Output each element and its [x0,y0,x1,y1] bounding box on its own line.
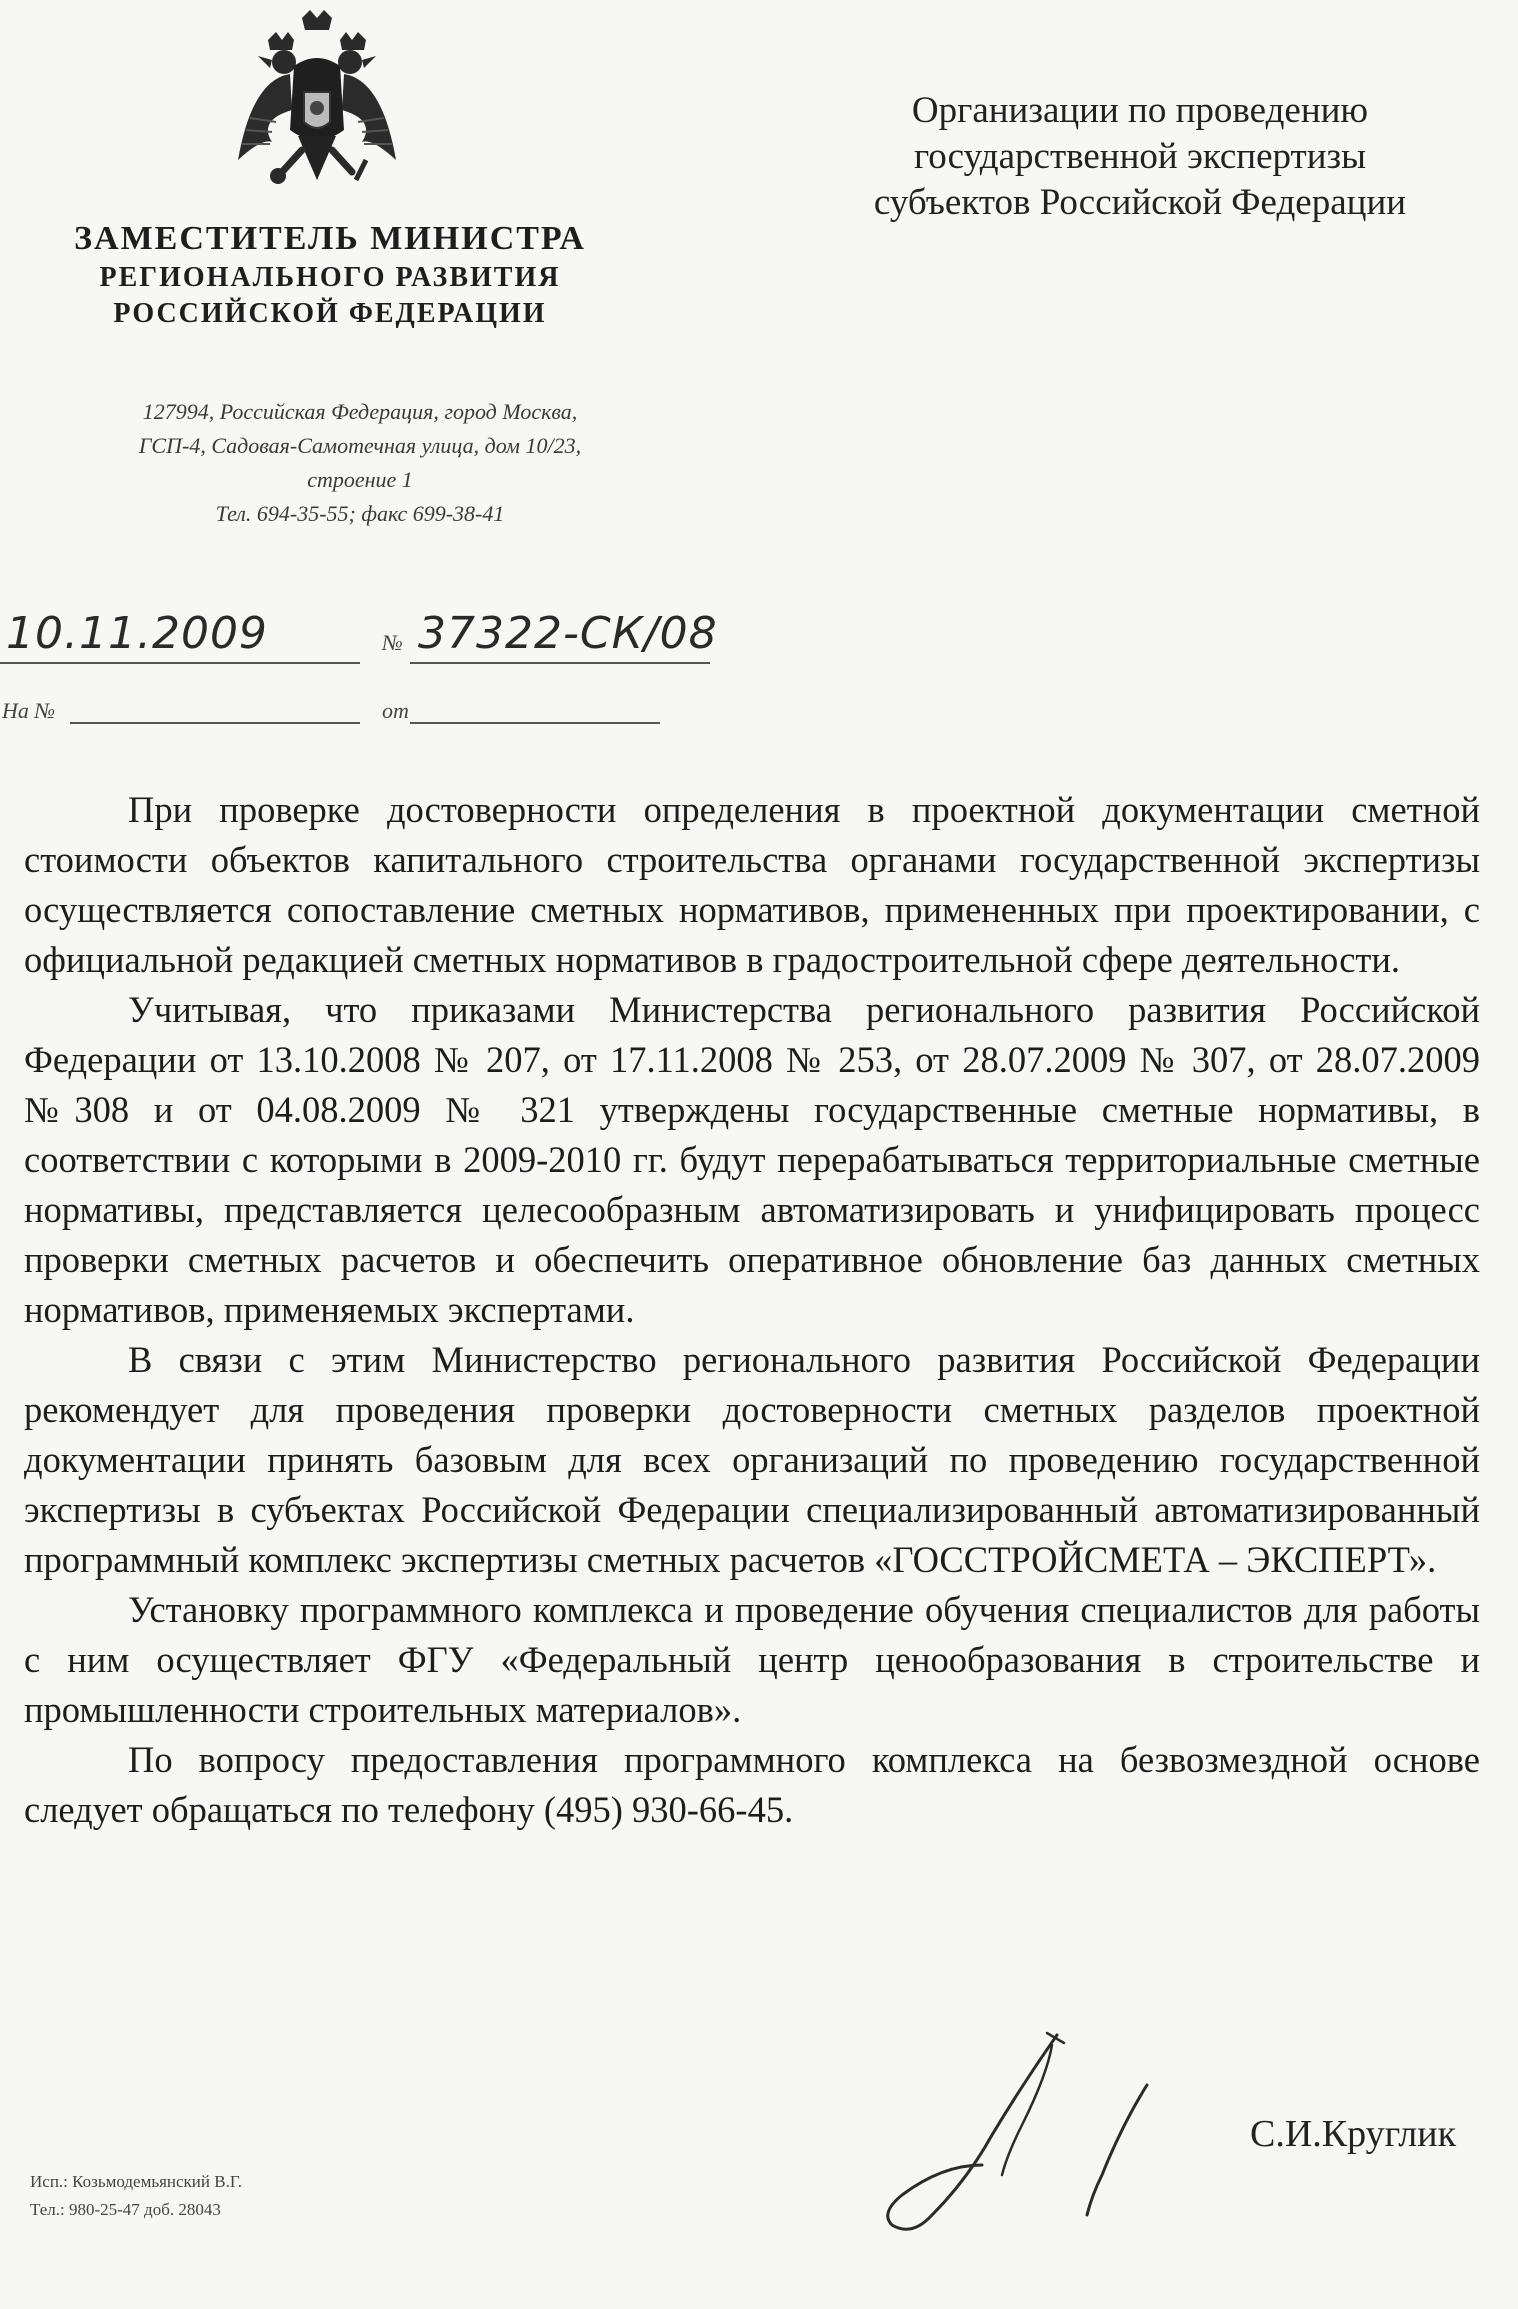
number-underline [410,662,710,664]
sender-title-line: РОССИЙСКОЙ ФЕДЕРАЦИИ [113,298,547,329]
sender-title-line: ЗАМЕСТИТЕЛЬ МИНИСТРА [74,220,586,257]
body-paragraph: При проверке достоверности определения в проектной документации сметной стоимости объектов капитального строительства органами государственной экспертизы осуществляется сопоставление сметных нормативов, примененных при проектировании, с официальной редакцией сметных нормативов в градостроительной сфере деятельности. [24,789,1480,980]
sender-title-line: РЕГИОНАЛЬНОГО РАЗВИТИЯ [99,262,561,293]
date-underline [0,662,360,664]
reference-from-label: от [382,698,409,723]
body-paragraph: По вопросу предоставления программного комплекса на безвозмездной основе следует обращаться по телефону (495) 930-66-45. [24,1739,1480,1830]
recipient-line: государственной экспертизы [914,136,1366,177]
recipient-line: Организации по проведению [911,90,1369,131]
letter-body [24,785,1480,1835]
registration-number: 37322-СК/08 [418,608,718,659]
handwritten-signature [872,2015,1172,2255]
body-paragraph: В связи с этим Министерство регионального развития Российской Федерации рекомендует для проведения проверки достоверности сметных разделов проектной документации принять базовым для всех организаций по проведению государственной экспертизы в субъектах Российской Федерации специализированный автоматизированный программный комплекс экспертизы сметных расчетов «ГОССТРОЙСМЕТА – ЭКСПЕРТ». [24,1339,1480,1580]
signer-name: С.И.Круглик [1250,2113,1457,2155]
registration-row [0,608,720,668]
reference-underline [70,722,360,724]
executor-phone: Тел.: 980-25-47 доб. 28043 [30,2200,221,2219]
body-paragraph: Учитывая, что приказами Министерства регионального развития Российской Федерации от 13.10.2008 № 207, от 17.11.2008 № 253, от 28.07.2009 № 307, от 28.07.2009 №308 и от 04.08.2009 № 321 утверждены государственные сметные нормативы, в соответствии с которыми в 2009-2010 гг. будут перерабатываться территориальные сметные нормативы, представляется целесообразным автоматизировать и унифицировать процесс проверки сметных расчетов и обеспечить оперативное обновление баз данных сметных нормативов, применяемых экспертами. [24,989,1480,1330]
recipient-line: субъектов Российской Федерации [873,182,1407,223]
address-line: ГСП-4, Садовая-Самотечная улица, дом 10/23, [138,433,582,458]
recipient-block [820,88,1460,226]
sender-title [20,218,640,332]
address-line: Тел. 694-35-55; факс 699-38-41 [215,501,505,526]
number-mark: № [382,630,403,655]
state-emblem-icon [232,10,402,210]
executor-name: Исп.: Козьмодемьянский В.Г. [30,2172,242,2191]
registration-date: 10.11.2009 [6,608,268,659]
executor-info [30,2168,242,2224]
address-line: 127994, Российская Федерация, город Москва, [142,399,578,424]
reference-label: На № [2,698,56,723]
reference-date-underline [410,722,660,724]
address-line: строение 1 [307,467,413,492]
body-paragraph: Установку программного комплекса и проведение обучения специалистов для работы с ним осуществляет ФГУ «Федеральный центр ценообразования в строительстве и промышленности строительных материалов». [24,1589,1480,1730]
sender-address [20,395,700,531]
reference-row [0,692,720,732]
